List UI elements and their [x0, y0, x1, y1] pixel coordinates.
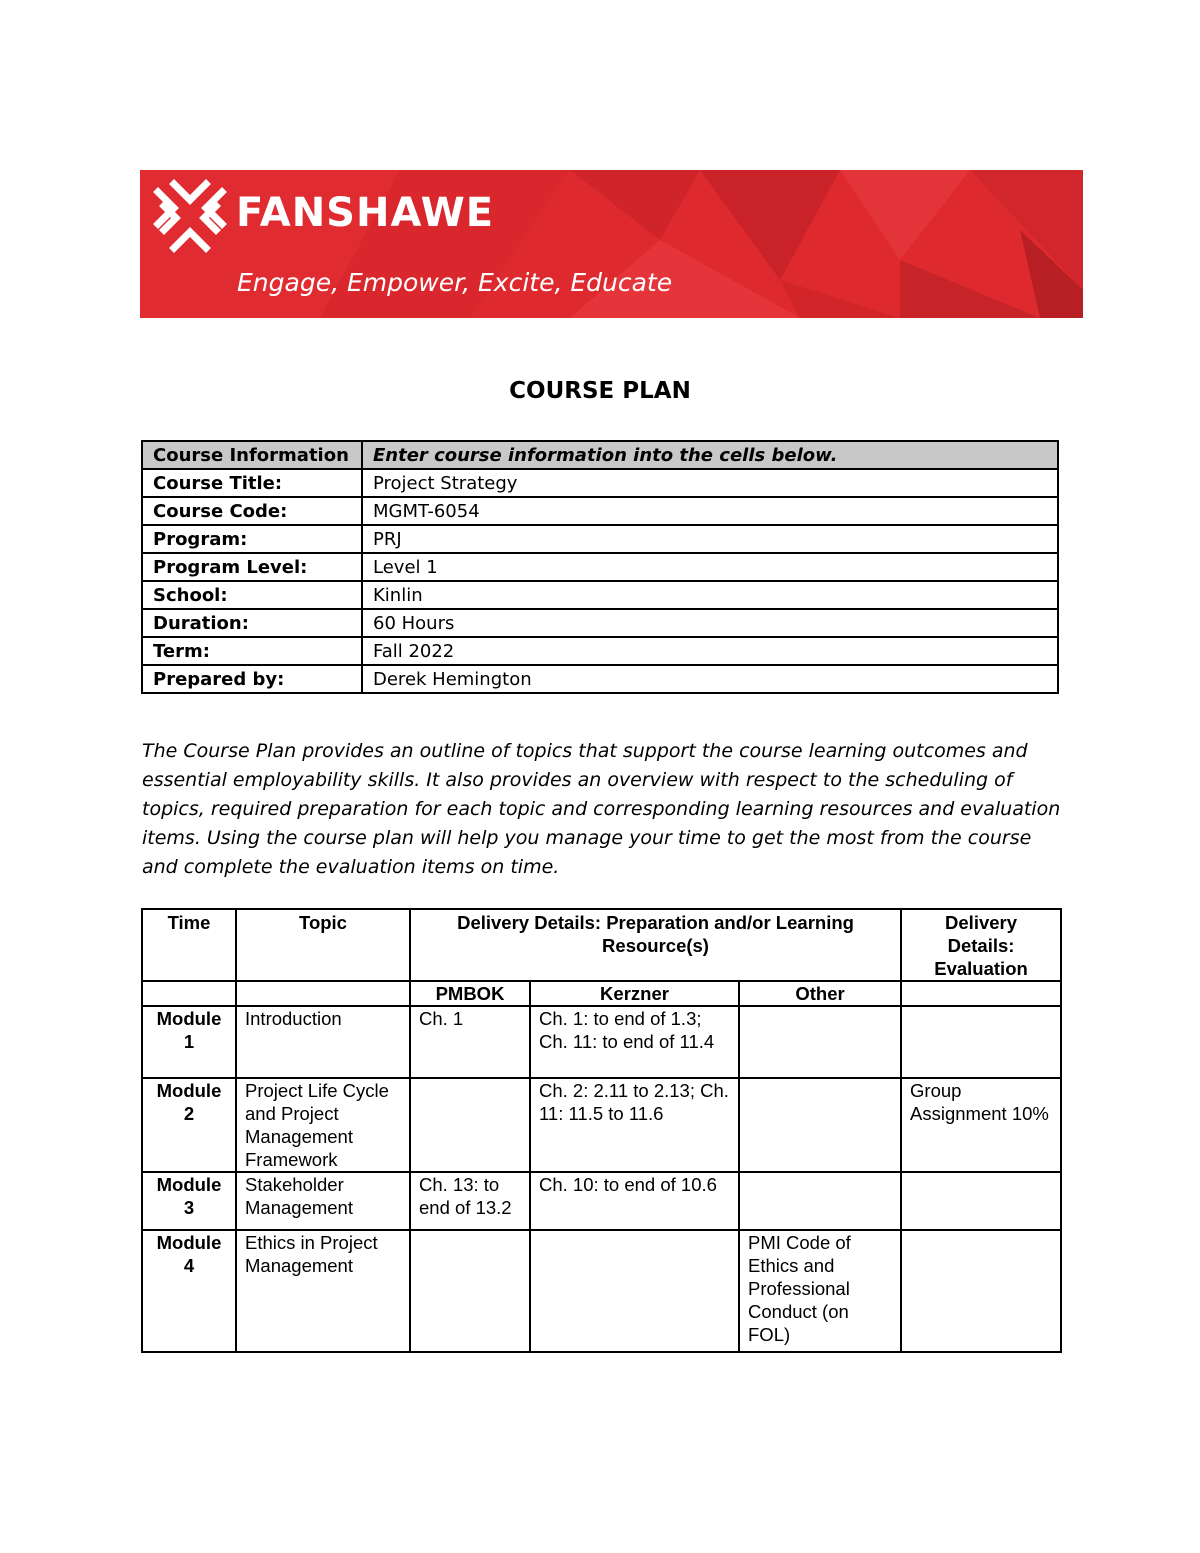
brand-wordmark: FANSHAWE — [236, 190, 495, 236]
intro-paragraph: The Course Plan provides an outline of topics that support the course learning outcomes and essential employability skills. It also provides an overview with respect to the scheduling of topics, required preparation for each topic and corresponding learning resources and evaluation items. Using the course plan will help you manage your time to get the most from the course and complete the evaluation items on time. — [142, 740, 1061, 878]
table-row — [142, 1172, 1061, 1230]
table-row — [142, 609, 1058, 637]
table-row — [142, 581, 1058, 609]
course-info-header-label: Course Information — [142, 441, 362, 469]
module-kerzner — [530, 1230, 739, 1352]
prepared-by-label: Prepared by: — [142, 665, 362, 693]
duration-value: 60 Hours — [362, 609, 1058, 637]
table-row — [142, 525, 1058, 553]
table-row — [142, 1078, 1061, 1172]
plan-header-row — [142, 909, 1061, 981]
module-pmbok: Ch. 1 — [410, 1006, 530, 1078]
page-title: COURSE PLAN — [509, 378, 691, 404]
program-level-value: Level 1 — [362, 553, 1058, 581]
module-other: PMI Code of Ethics and Professional Conduct (on FOL) — [739, 1230, 901, 1352]
program-level-label: Program Level: — [142, 553, 362, 581]
table-row — [142, 665, 1058, 693]
module-kerzner: Ch. 1: to end of 1.3; Ch. 11: to end of 11.4 — [530, 1006, 739, 1078]
header-banner — [140, 170, 1083, 318]
kerzner-header: Kerzner — [530, 981, 739, 1006]
module-time: Module 2 — [142, 1078, 236, 1172]
program-label: Program: — [142, 525, 362, 553]
school-label: School: — [142, 581, 362, 609]
time-header: Time — [142, 909, 236, 981]
module-time: Module 4 — [142, 1230, 236, 1352]
term-label: Term: — [142, 637, 362, 665]
module-topic: Project Life Cycle and Project Management Framework — [236, 1078, 410, 1172]
program-value: PRJ — [362, 525, 1058, 553]
course-info-header-row — [142, 441, 1058, 469]
term-value: Fall 2022 — [362, 637, 1058, 665]
course-code-label: Course Code: — [142, 497, 362, 525]
module-other — [739, 1006, 901, 1078]
module-time: Module 3 — [142, 1172, 236, 1230]
course-info-table — [141, 440, 1059, 694]
course-info-header-value: Enter course information into the cells below. — [362, 441, 1058, 469]
fanshawe-logo-icon — [150, 176, 230, 256]
empty-cell — [142, 981, 236, 1006]
empty-cell — [236, 981, 410, 1006]
module-topic: Introduction — [236, 1006, 410, 1078]
table-row — [142, 637, 1058, 665]
empty-cell — [901, 981, 1061, 1006]
module-evaluation — [901, 1006, 1061, 1078]
pmbok-header: PMBOK — [410, 981, 530, 1006]
table-row — [142, 469, 1058, 497]
course-title-value: Project Strategy — [362, 469, 1058, 497]
duration-label: Duration: — [142, 609, 362, 637]
module-topic: Stakeholder Management — [236, 1172, 410, 1230]
module-other — [739, 1172, 901, 1230]
tagline: Engage, Empower, Excite, Educate — [237, 268, 673, 297]
module-pmbok — [410, 1078, 530, 1172]
course-code-value: MGMT-6054 — [362, 497, 1058, 525]
module-evaluation — [901, 1230, 1061, 1352]
module-kerzner: Ch. 2: 2.11 to 2.13; Ch. 11: 11.5 to 11.6 — [530, 1078, 739, 1172]
module-pmbok: Ch. 13: to end of 13.2 — [410, 1172, 530, 1230]
delivery-header: Delivery Details: Preparation and/or Learning Resource(s) — [410, 909, 901, 981]
course-plan-table — [141, 908, 1062, 1353]
module-time: Module 1 — [142, 1006, 236, 1078]
table-row — [142, 553, 1058, 581]
table-row — [142, 1006, 1061, 1078]
module-evaluation — [901, 1172, 1061, 1230]
module-other — [739, 1078, 901, 1172]
table-row — [142, 1230, 1061, 1352]
prepared-by-value: Derek Hemington — [362, 665, 1058, 693]
plan-subheader-row — [142, 981, 1061, 1006]
module-pmbok — [410, 1230, 530, 1352]
evaluation-header: Delivery Details: Evaluation — [901, 909, 1061, 981]
other-header: Other — [739, 981, 901, 1006]
table-row — [142, 497, 1058, 525]
school-value: Kinlin — [362, 581, 1058, 609]
topic-header: Topic — [236, 909, 410, 981]
module-topic: Ethics in Project Management — [236, 1230, 410, 1352]
course-title-label: Course Title: — [142, 469, 362, 497]
module-kerzner: Ch. 10: to end of 10.6 — [530, 1172, 739, 1230]
module-evaluation: Group Assignment 10% — [901, 1078, 1061, 1172]
